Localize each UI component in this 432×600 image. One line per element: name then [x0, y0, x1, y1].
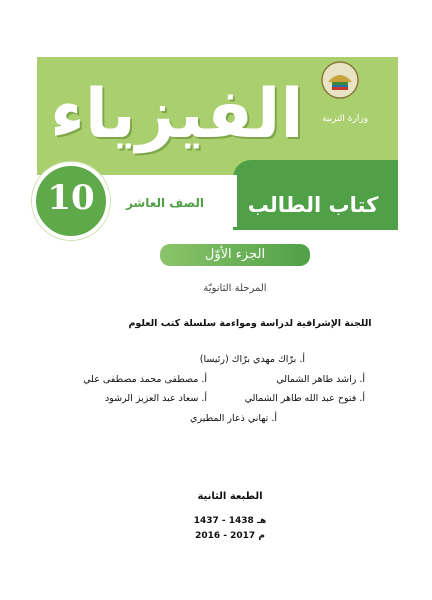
committee-member: أ. فتوح عبد الله طاهر الشمالي: [244, 393, 365, 404]
committee-member: أ. تهاني ذعار المطيري: [190, 413, 277, 424]
committee-chair: أ. برّاك مهدي برّاك (رئيسا): [199, 354, 305, 365]
grade-label: الصف العاشر: [125, 196, 205, 210]
committee-member: أ. مصطفى محمد مصطفى علي: [83, 374, 207, 385]
committee-member: أ. سعاد عبد العزيز الرشود: [104, 393, 207, 404]
stage-label: المرحلة الثانويّة: [203, 283, 267, 294]
committee-heading: اللجنة الإشرافية لدراسة ومواءمة سلسلة كتب العلوم: [128, 318, 372, 329]
ministry-name: وزارة التربية: [321, 114, 369, 124]
edition-hijri-year: 1437 - 1438 هـ: [193, 516, 267, 526]
part-label: الجزء الأوّل: [204, 247, 266, 262]
grade-number: 10: [47, 178, 95, 218]
edition-gregorian-year: 2016 - 2017 م: [195, 531, 265, 541]
edition-label: الطبعة الثانية: [197, 491, 263, 502]
committee-member: أ. راشد طاهر الشمالي: [276, 374, 365, 385]
subject-title: الفيزياء: [50, 75, 304, 154]
ministry-emblem-icon: [320, 60, 360, 100]
student-book-label: كتاب الطالب: [247, 193, 379, 217]
